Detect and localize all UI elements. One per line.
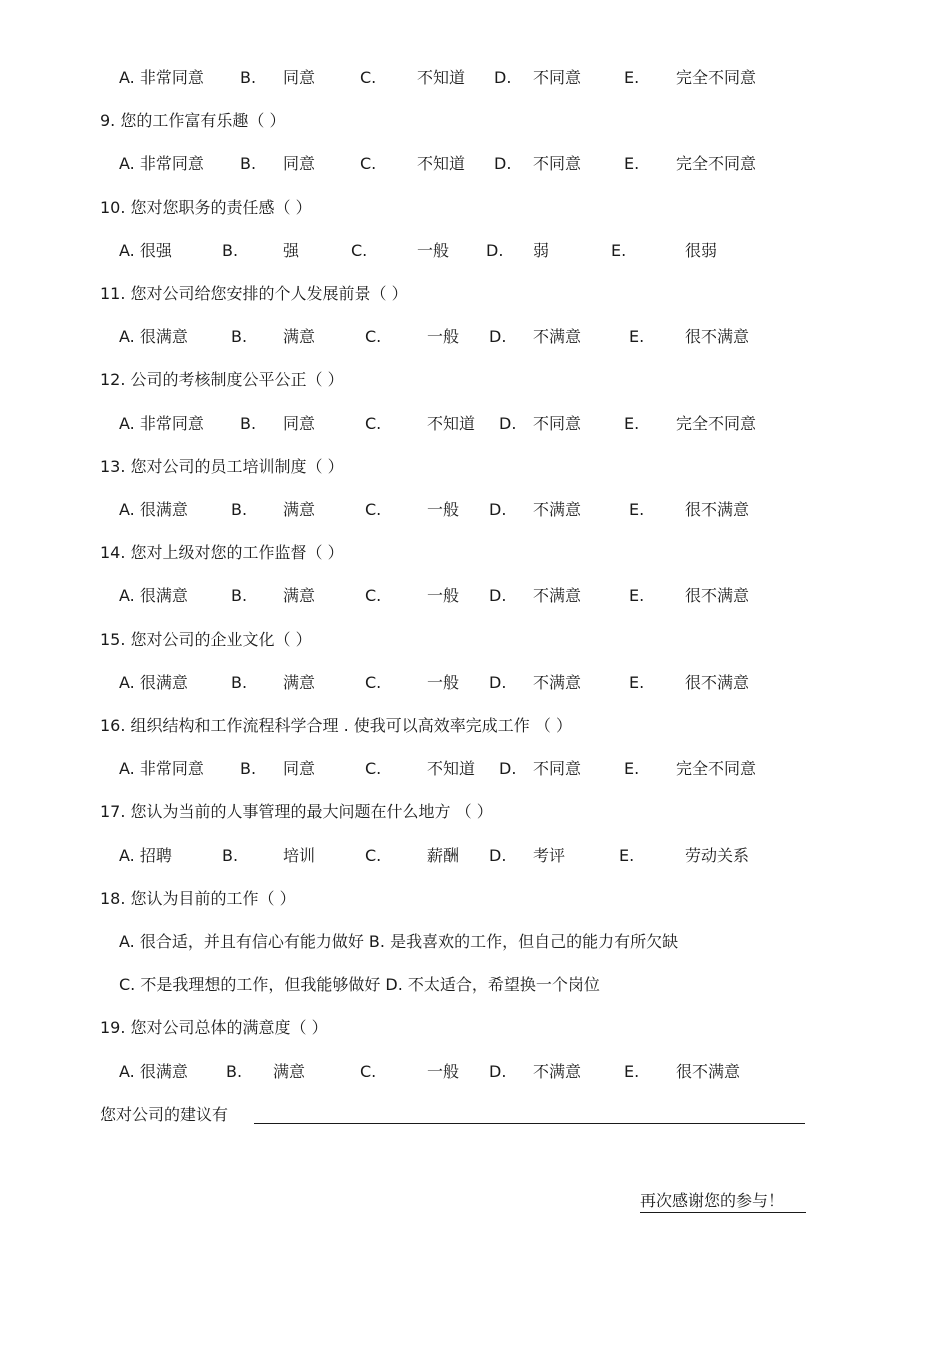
option-text: 完全不同意 [676,414,757,433]
option-text: 不同意 [533,759,582,778]
option-text: C. [365,500,382,519]
option-text: 一般 [427,586,460,605]
option-text: 完全不同意 [676,759,757,778]
option-text: B. [222,241,239,260]
option-text: A. 非常同意 [119,68,204,87]
option-text: B. [231,327,248,346]
option-text: 一般 [427,500,460,519]
thanks-note: 再次感谢您的参与！ [640,1191,806,1213]
option-text: 完全不同意 [676,154,757,173]
option-text: A. 很合适，并且有信心有能力做好 B. 是我喜欢的工作，但自己的能力有所欠缺 [119,932,679,951]
option-text: 培训 [283,846,316,865]
option-text: 很不满意 [685,673,750,692]
option-text: D. [499,759,517,778]
option-text: B. [240,414,257,433]
option-text: E. [611,241,627,260]
option-text: E. [619,846,635,865]
option-text: B. [226,1062,243,1081]
option-text: 满意 [283,586,316,605]
option-text: 一般 [427,327,460,346]
question-text: 16. 组织结构和工作流程科学合理 . 使我可以高效率完成工作 （ ） [100,716,572,735]
option-text: A. 非常同意 [119,154,204,173]
option-text: A. 很满意 [119,500,188,519]
option-text: B. [240,68,257,87]
question-text: 10. 您对您职务的责任感（ ） [100,198,312,217]
option-text: 很弱 [685,241,718,260]
option-text: E. [629,500,645,519]
question-text: 19. 您对公司总体的满意度（ ） [100,1018,328,1037]
question-text: 11. 您对公司给您安排的个人发展前景（ ） [100,284,408,303]
option-text: 一般 [427,1062,460,1081]
option-text: A. 非常同意 [119,759,204,778]
option-text: E. [624,154,640,173]
option-text: 满意 [283,673,316,692]
option-text: 一般 [427,673,460,692]
option-text: A. 很满意 [119,1062,188,1081]
option-text: 同意 [283,414,316,433]
question-text: 14. 您对上级对您的工作监督（ ） [100,543,344,562]
option-text: 强 [283,241,300,260]
option-text: C. [365,673,382,692]
suggestion-label: 您对公司的建议有 [100,1105,229,1124]
option-text: D. [489,500,507,519]
option-text: E. [624,68,640,87]
option-text: A. 很满意 [119,586,188,605]
option-text: E. [629,673,645,692]
option-text: 不知道 [417,68,466,87]
option-text: C. [360,154,377,173]
option-text: D. [494,68,512,87]
option-text: B. [240,154,257,173]
option-text: 满意 [273,1062,306,1081]
option-text: 不同意 [533,68,582,87]
option-text: D. [489,1062,507,1081]
option-text: 很不满意 [685,500,750,519]
option-text: C. [365,414,382,433]
option-text: A. 很强 [119,241,172,260]
question-text: 12. 公司的考核制度公平公正（ ） [100,370,344,389]
option-text: 考评 [533,846,566,865]
option-text: E. [629,586,645,605]
option-text: 一般 [417,241,450,260]
option-text: D. [486,241,504,260]
option-text: 完全不同意 [676,68,757,87]
option-text: A. 很满意 [119,327,188,346]
option-text: 不知道 [427,759,476,778]
question-text: 9. 您的工作富有乐趣（ ） [100,111,286,130]
question-text: 15. 您对公司的企业文化（ ） [100,630,312,649]
question-text: 17. 您认为当前的人事管理的最大问题在什么地方 （ ） [100,802,493,821]
option-text: C. [360,68,377,87]
option-text: 不同意 [533,154,582,173]
option-text: 很不满意 [676,1062,741,1081]
question-text: 13. 您对公司的员工培训制度（ ） [100,457,344,476]
option-text: C. 不是我理想的工作，但我能够做好 D. 不太适合，希望换一个岗位 [119,975,600,994]
option-text: 弱 [533,241,550,260]
option-text: C. [365,586,382,605]
option-text: C. [351,241,368,260]
option-text: 满意 [283,327,316,346]
option-text: D. [489,846,507,865]
option-text: 满意 [283,500,316,519]
suggestion-field[interactable] [254,1123,805,1124]
option-text: 不满意 [533,673,582,692]
option-text: D. [499,414,517,433]
option-text: D. [489,586,507,605]
option-text: 不满意 [533,586,582,605]
question-text: 18. 您认为目前的工作（ ） [100,889,296,908]
option-text: B. [240,759,257,778]
option-text: 同意 [283,68,316,87]
option-text: 不满意 [533,500,582,519]
option-text: 薪酬 [427,846,460,865]
option-text: A. 招聘 [119,846,172,865]
option-text: D. [489,327,507,346]
option-text: 不知道 [427,414,476,433]
option-text: 很不满意 [685,327,750,346]
option-text: 同意 [283,154,316,173]
option-text: 劳动关系 [685,846,750,865]
option-text: 不同意 [533,414,582,433]
option-text: A. 很满意 [119,673,188,692]
option-text: B. [222,846,239,865]
option-text: 不满意 [533,327,582,346]
option-text: 不满意 [533,1062,582,1081]
option-text: C. [365,327,382,346]
option-text: C. [365,759,382,778]
option-text: B. [231,586,248,605]
option-text: 同意 [283,759,316,778]
option-text: 不知道 [417,154,466,173]
option-text: E. [624,759,640,778]
option-text: E. [629,327,645,346]
option-text: B. [231,673,248,692]
option-text: E. [624,1062,640,1081]
option-text: E. [624,414,640,433]
option-text: D. [489,673,507,692]
option-text: B. [231,500,248,519]
option-text: C. [365,846,382,865]
option-text: A. 非常同意 [119,414,204,433]
option-text: D. [494,154,512,173]
option-text: C. [360,1062,377,1081]
option-text: 很不满意 [685,586,750,605]
